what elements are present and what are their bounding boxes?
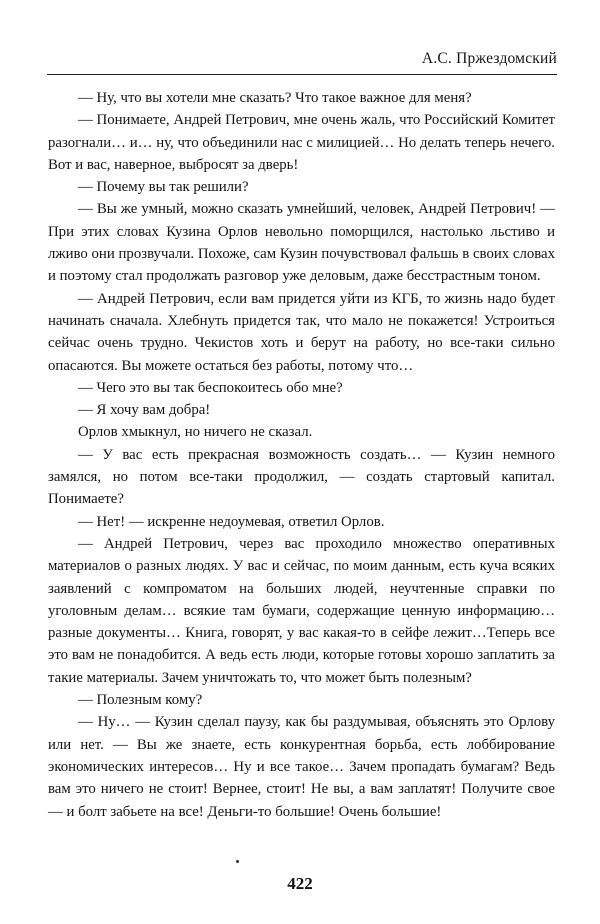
paragraph: — Почему вы так решили?: [78, 179, 249, 196]
paragraph: — Полезным кому?: [78, 692, 203, 709]
page-body: [48, 87, 555, 823]
paragraph: — Чего это вы так беспокоитесь обо мне?: [78, 379, 343, 396]
paragraph: — Ну, что вы хотели мне сказать? Что такое важное для меня?: [78, 90, 472, 106]
running-header-author: А.С. Пржездомский: [421, 50, 557, 67]
paragraph: — У вас есть прекрасная возможность создать… — Кузин немного замялся, но потом все-таки продолжил, — создать стартовый капитал. Понимаете?: [48, 446, 555, 508]
paragraph: — Ну… — Кузин сделал паузу, как бы раздумывая, объяснять это Орлову или нет. — Вы же знаете, есть конкурентная борьба, есть лоббирование экономических интересов… Ну и все такое… Зачем пропадать бумагам? Ведь вам это ничего не стоит! Вернее, стоит! Не вы, а вам заплатят! Получите свое — и болт забьете на все! Деньги-то большие! Очень большие!: [48, 714, 555, 820]
paragraph: — Понимаете, Андрей Петрович, мне очень жаль, что Российский Комитет разогнали… и… ну, что объединили нас с милицией… Но делать теперь нечего. Вот и вас, наверное, выбросят за дверь!: [48, 112, 555, 173]
paragraph: Орлов хмыкнул, но ничего не сказал.: [78, 424, 313, 441]
paragraph: — Я хочу вам добра!: [78, 402, 211, 419]
paragraph: — Нет! — искренне недоумевая, ответил Орлов.: [78, 513, 385, 530]
paragraph: — Андрей Петрович, если вам придется уйти из КГБ, то жизнь надо будет начинать сначала. Хлебнуть придется так, что мало не покажется! Устроиться сейчас очень трудно. Чекистов хоть и берут на работу, но все-таки сильно опасаются. Вы можете остаться без работы, потому что…: [48, 290, 555, 374]
page-number: 422: [287, 874, 313, 893]
print-speck: [236, 860, 239, 863]
paragraph: — Андрей Петрович, через вас проходило множество оперативных материалов о разных людях. У вас и сейчас, по моим данным, есть куча всяких заявлений с компроматом на больших людей, неучтенные справки по уголовным делам… всякие там бумаги, содержащие ценную информацию… разные документы… Книга, говорят, у вас какая-то в сейфе лежит…Теперь все это вам не понадобится. А ведь есть люди, которые готовы хорошо заплатить за такие материалы. Зачем уничтожать то, что может быть полезным?: [48, 535, 555, 686]
paragraph: — Вы же умный, можно сказать умнейший, человек, Андрей Петрович! — При этих словах Кузина Орлов невольно поморщился, настолько льстиво и лживо они прозвучали. Похоже, сам Кузин почувствовал фальшь в своих словах и поэтому стал продолжать разговор уже деловым, даже бесстрастным тоном.: [48, 201, 555, 285]
header-rule: [47, 74, 557, 75]
